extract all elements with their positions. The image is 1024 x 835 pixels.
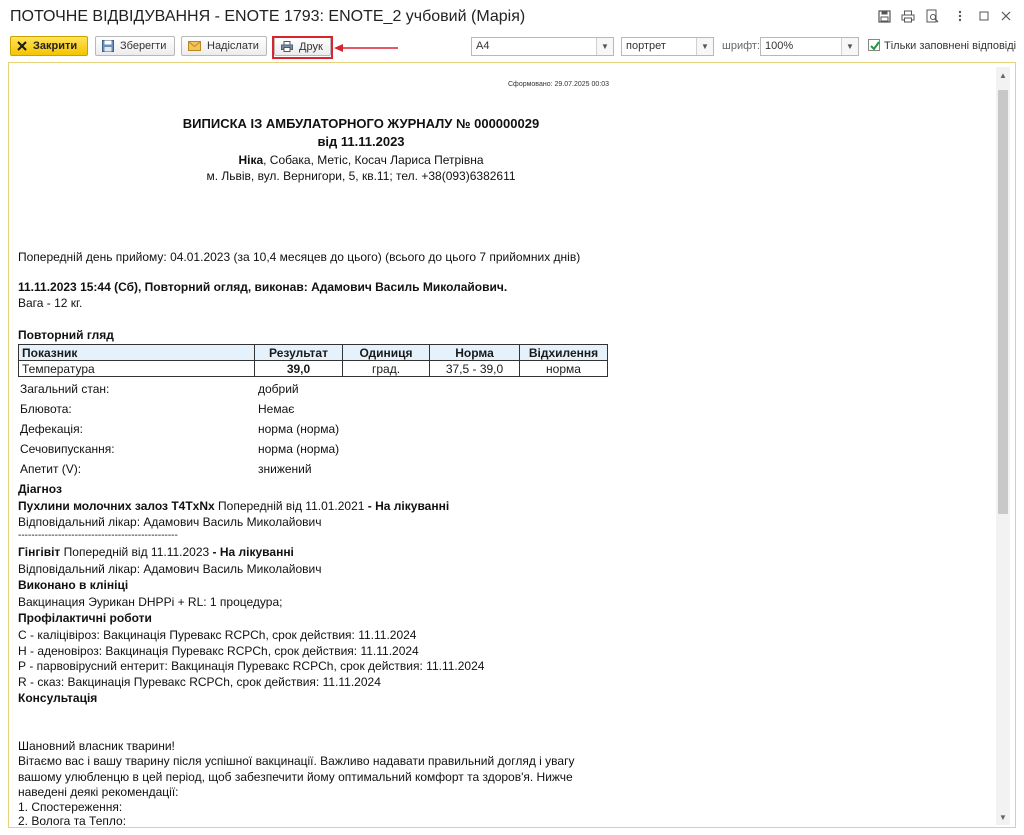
diagnosis-2-name: Гінгівіт [18,545,61,559]
table-cell: норма [520,361,608,377]
prevent-item: Р - парвовірусний ентерит: Вакцинація Пуревакс RCPCh, срок действия: 11.11.2024 [18,659,485,673]
save-button-label: Зберегти [120,40,167,52]
param-value: добрий [258,382,299,396]
table-cell: 39,0 [255,361,343,377]
prevent-item: Н - аденовіроз: Вакцинація Пуревакс RCPCh, срок действия: 11.11.2024 [18,644,419,658]
table-header-row [19,345,608,361]
print-button-label: Друк [299,40,323,53]
param-label: Сечовипускання: [20,442,115,456]
exam-title: Повторний гляд [18,328,114,342]
diagnosis-1 [18,499,449,513]
chevron-down-icon[interactable]: ▼ [841,38,858,55]
paper-size-value: A4 [476,40,490,52]
prevent-item: С - каліцівіроз: Вакцинація Пуревакс RCPCh, срок действия: 11.11.2024 [18,628,417,642]
chevron-down-icon[interactable]: ▼ [696,38,713,55]
font-label: шрифт: [722,40,760,52]
diagnosis-2-prev: Попередній від 11.11.2023 [60,545,213,559]
diagnosis-1-prev: Попередній від 11.01.2021 [214,499,368,513]
table-row [19,361,608,377]
chevron-down-icon[interactable]: ▼ [596,38,613,55]
param-value: норма (норма) [258,422,340,436]
document-title: ВИПИСКА ІЗ АМБУЛАТОРНОГО ЖУРНАЛУ № 000000029 [182,116,540,131]
close-button-label: Закрити [33,40,78,52]
owner-address: м. Львів, вул. Вернигори, 5, кв.11; тел. +38(093)6382611 [206,169,516,183]
scroll-up-icon[interactable]: ▲ [999,71,1007,80]
consult-line: 2. Волога та Тепло: [18,814,127,826]
consult-line: Шановний власник тварини! [18,739,175,753]
previous-visit: Попередній день прийому: 04.01.2023 (за 10,4 месяцев до цього) (всього до цього 7 прийомних днів) [18,250,581,264]
diagnosis-title: Діагноз [18,482,62,496]
diagnosis-2-doctor: Відповідальний лікар: Адамович Василь Миколайович [18,562,322,576]
col-header: Результат [255,345,343,361]
prevent-item: R - сказ: Вакцинація Пуревакс RCPCh, срок действия: 11.11.2024 [18,675,381,689]
param-label: Дефекація: [20,422,83,436]
diagnosis-2 [18,545,294,559]
diagnosis-1-status: - На лікуванні [367,499,450,513]
col-header: Норма [430,345,520,361]
consult-line: наведені деякі рекомендації: [18,785,179,799]
visit-header: 11.11.2023 15:44 (Сб), Повторний огляд, виконав: Адамович Василь Миколайович. [18,280,508,294]
orientation-value: портрет [626,40,666,52]
scroll-down-icon[interactable]: ▼ [999,813,1007,822]
param-value: знижений [258,462,312,476]
table-cell: 37,5 - 39,0 [430,361,520,377]
consult-line: вашому улюбленцю в цей період, щоб забезпечити йому оптимальний комфорт та здоров'я. Нижче [18,770,573,784]
done-title: Виконано в клініці [18,578,129,592]
prevent-title: Профілактичні роботи [18,611,152,625]
separator-line: ------------------------------------------------ [18,530,178,541]
table-cell: град. [343,361,430,377]
zoom-value: 100% [765,40,794,52]
weight-line: Вага - 12 кг. [18,296,83,310]
param-label: Загальний стан: [20,382,110,396]
pet-details: , Собака, Метіс, Косач Лариса Петрівна [263,153,484,167]
param-value: Немає [258,402,295,416]
document-date: від 11.11.2023 [317,134,405,149]
table-cell: Температура [19,361,255,377]
param-label: Блювота: [20,402,72,416]
generated-stamp: Сформовано: 29.07.2025 00:03 [508,81,609,88]
col-header: Відхилення [520,345,608,361]
diagnosis-1-doctor: Відповідальний лікар: Адамович Василь Миколайович [18,515,322,529]
window-title: ПОТОЧНЕ ВІДВІДУВАННЯ - ENOTE 1793: ENOTE_2 учбовий (Марія) [10,8,526,25]
consult-title: Консультація [18,691,98,705]
send-button-label: Надіслати [207,40,259,52]
param-label: Апетит (V): [20,462,82,476]
only-filled-label[interactable]: Тільки заповнені відповіді [884,40,1017,52]
col-header: Показник [19,345,255,361]
diagnosis-1-name: Пухлини молочних залоз T4TxNx [18,499,215,513]
col-header: Одиниця [343,345,430,361]
consult-line: Вітаємо вас і вашу тварину після успішної вакцинації. Важливо надавати правильний догляд і увагу [18,754,575,768]
done-item: Вакцинация Эурикан DHPPi + RL: 1 процедура; [18,595,283,609]
results-table [18,344,608,377]
param-value: норма (норма) [258,442,340,456]
consult-line: 1. Спостереження: [18,800,123,814]
pet-line [0,153,722,167]
pet-name: Ніка [238,153,264,167]
diagnosis-2-status: - На лікуванні [212,545,294,559]
